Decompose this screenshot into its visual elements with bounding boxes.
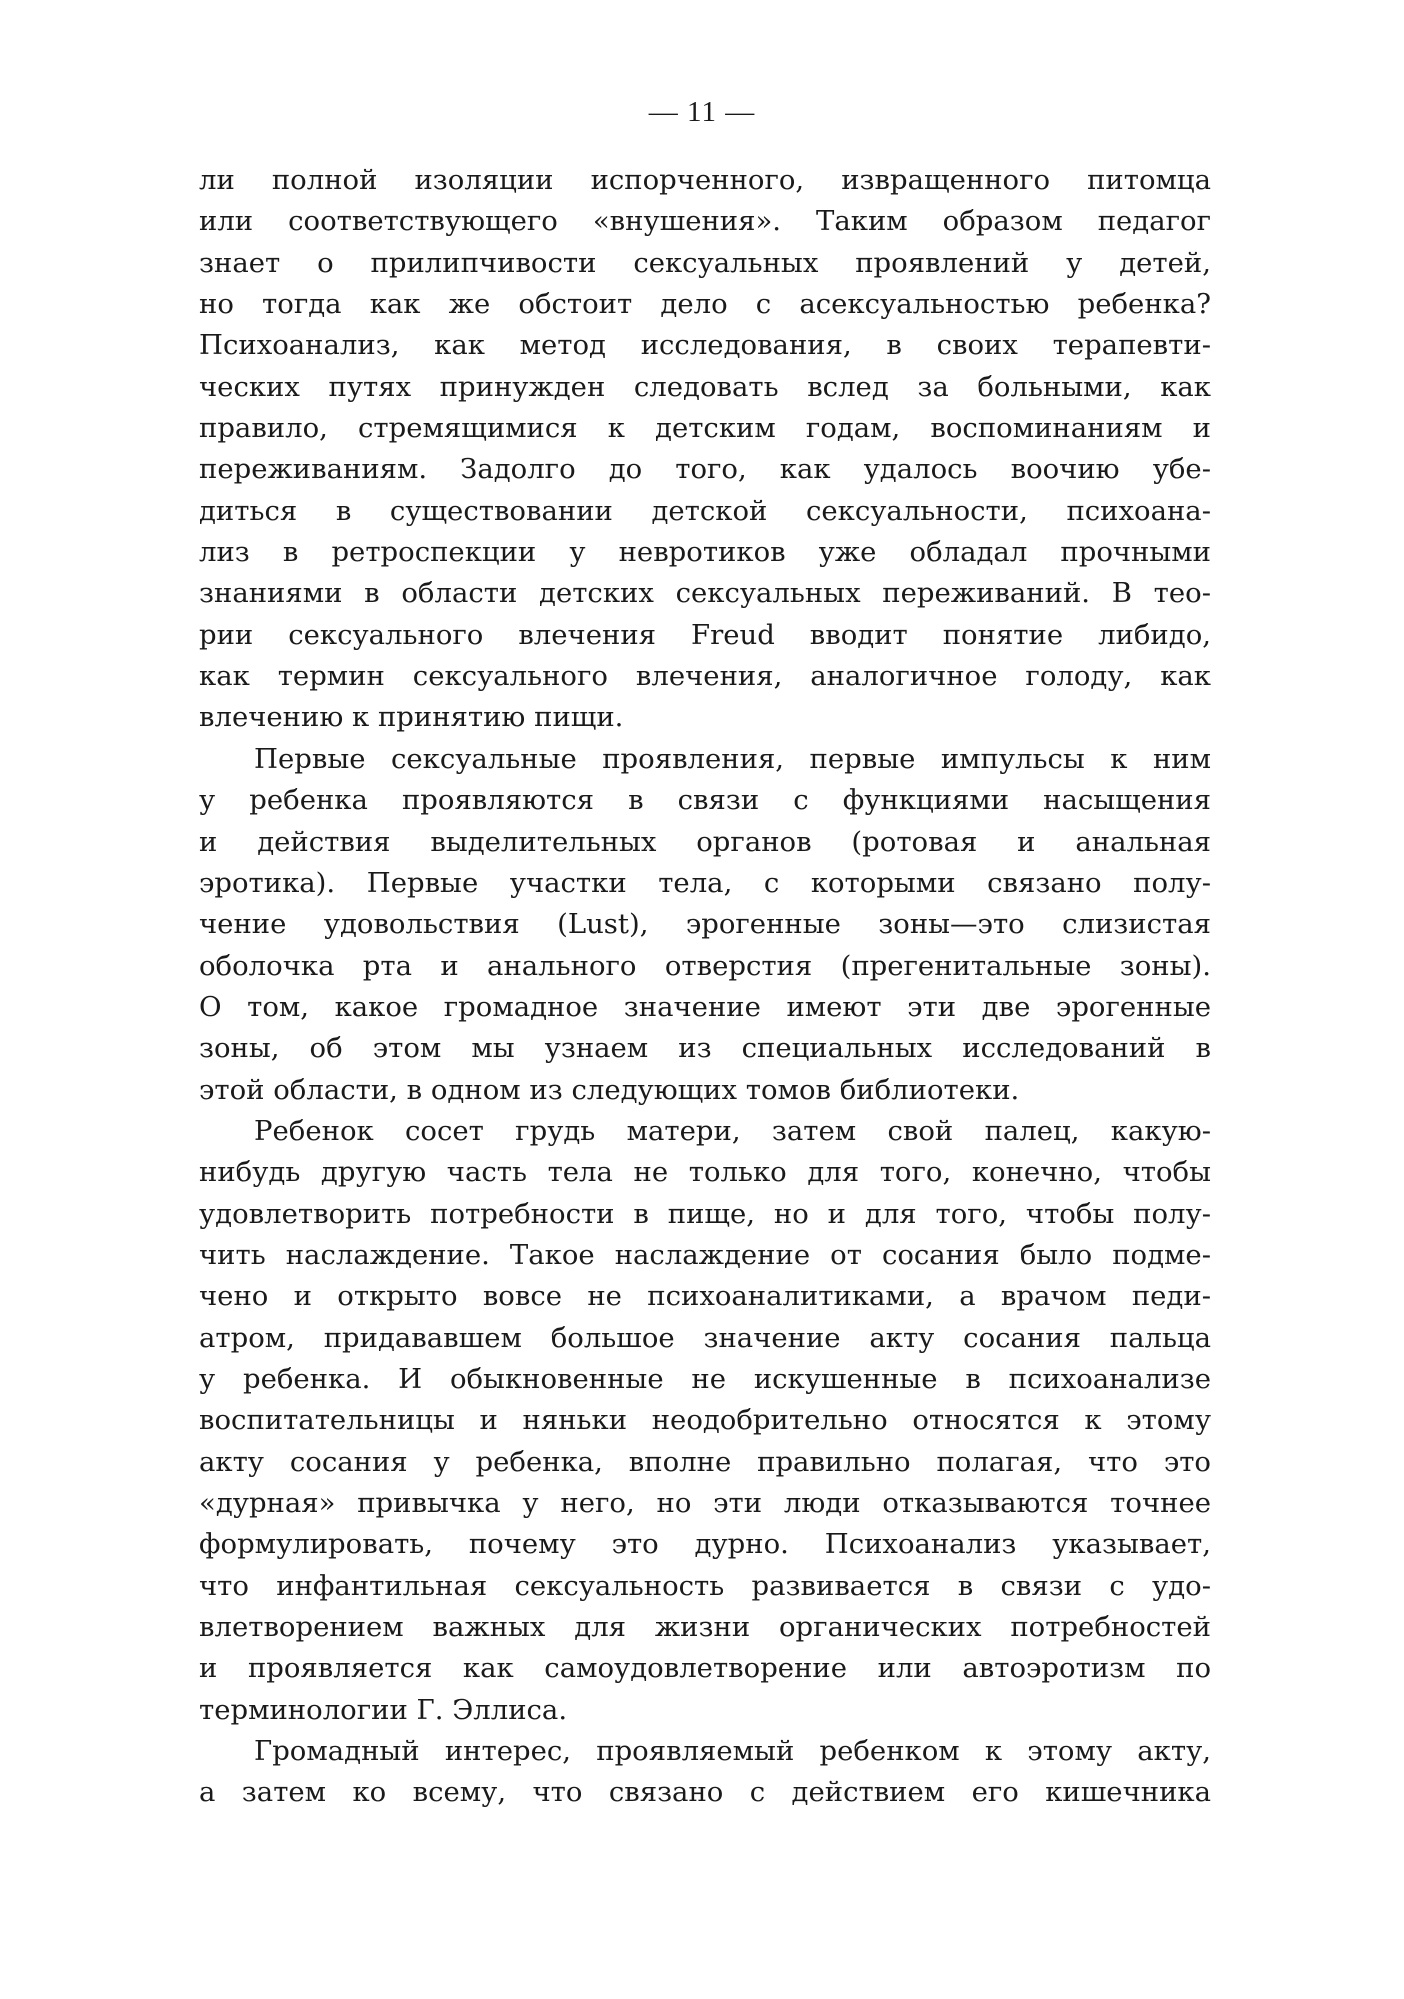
text-line: но тогда как же обстоит дело с асексуальностью ребенка? [199, 288, 1211, 321]
text-line: удовлетворить потребности в пище, но и для того, чтобы полу- [199, 1197, 1211, 1230]
text-line: и проявляется как самоудовлетворение или автоэротизм по [199, 1652, 1211, 1685]
text-line: этой области, в одном из следующих томов библиотеки. [199, 1073, 1020, 1106]
text-line: чение удовольствия (Lust), эрогенные зоны—это слизистая [199, 908, 1211, 941]
text-line: Первые сексуальные проявления, первые импульсы к ним [254, 742, 1211, 775]
text-line: Психоанализ, как метод исследования, в своих терапевти- [199, 329, 1211, 362]
text-line: знаниями в области детских сексуальных переживаний. В тео- [199, 577, 1211, 610]
text-line: правило, стремящимися к детским годам, воспоминаниям и [199, 412, 1211, 445]
text-line: а затем ко всему, что связано с действием его кишечника [199, 1776, 1211, 1809]
text-line: влетворением важных для жизни органических потребностей [199, 1611, 1211, 1644]
text-line: чено и открыто вовсе не психоаналитиками, а врачом педи- [199, 1280, 1211, 1313]
text-line: акту сосания у ребенка, вполне правильно полагая, что это [199, 1445, 1211, 1478]
text-line: ческих путях принужден следовать вслед за больными, как [199, 370, 1211, 403]
text-line: формулировать, почему это дурно. Психоанализ указывает, [199, 1528, 1211, 1561]
text-line: что инфантильная сексуальность развивается в связи с удо- [199, 1569, 1211, 1602]
text-line: диться в существовании детской сексуальности, психоана- [199, 494, 1211, 527]
text-line: у ребенка проявляются в связи с функциями насыщения [199, 784, 1211, 817]
text-line: рии сексуального влечения Freud вводит понятие либидо, [199, 618, 1211, 651]
text-line: атром, придававшем большое значение акту сосания пальца [199, 1321, 1211, 1354]
text-line: оболочка рта и анального отверстия (прегенитальные зоны). [199, 949, 1211, 982]
text-line: или соответствующего «внушения». Таким образом педагог [199, 205, 1211, 238]
text-line: и действия выделительных органов (ротовая и анальная [199, 825, 1211, 858]
text-line: чить наслаждение. Такое наслаждение от сосания было подме- [199, 1238, 1211, 1271]
text-line: как термин сексуального влечения, аналогичное голоду, как [199, 660, 1211, 693]
text-line: эротика). Первые участки тела, с которыми связано полу- [199, 866, 1211, 899]
text-line: знает о прилипчивости сексуальных проявлений у детей, [199, 246, 1211, 279]
text-line: «дурная» привычка у него, но эти люди отказываются точнее [199, 1487, 1211, 1519]
text-line: переживаниям. Задолго до того, как удалось воочию убе- [199, 453, 1211, 486]
text-line: Громадный интерес, проявляемый ребенком к этому акту, [254, 1735, 1211, 1768]
text-line: Ребенок сосет грудь матери, затем свой палец, какую- [254, 1114, 1211, 1147]
text-line: терминологии Г. Эллиса. [199, 1693, 568, 1726]
text-line: лиз в ретроспекции у невротиков уже обладал прочными [199, 536, 1211, 569]
page-number: — 11 — [648, 96, 756, 128]
text-line: ли полной изоляции испорченного, извращенного питомца [199, 164, 1211, 196]
text-line: О том, какое громадное значение имеют эти две эрогенные [199, 990, 1211, 1023]
body-text [199, 160, 1211, 1814]
text-line: влечению к принятию пищи. [199, 701, 624, 734]
text-line: у ребенка. И обыкновенные не искушенные в психоанализе [199, 1362, 1211, 1395]
text-line: зоны, об этом мы узнаем из специальных исследований в [199, 1032, 1211, 1065]
text-line: воспитательницы и няньки неодобрительно относятся к этому [199, 1404, 1211, 1437]
text-line: нибудь другую часть тела не только для того, конечно, чтобы [199, 1156, 1211, 1189]
